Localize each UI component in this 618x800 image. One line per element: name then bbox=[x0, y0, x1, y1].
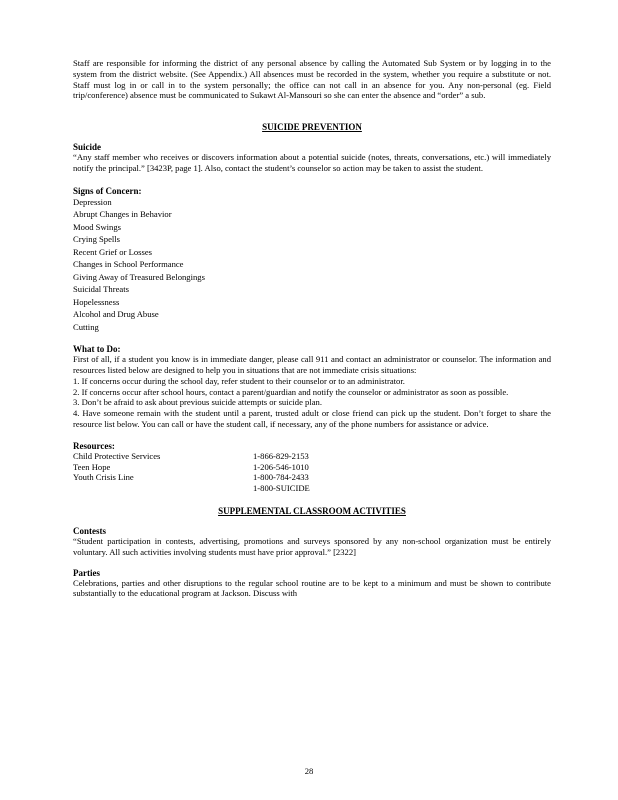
resource-row bbox=[73, 472, 551, 483]
subheading-contests: Contests bbox=[73, 526, 106, 537]
resource-name: Child Protective Services bbox=[73, 450, 161, 461]
list-item: Hopelessness bbox=[73, 296, 120, 307]
subheading-what-to-do: What to Do: bbox=[73, 344, 121, 355]
resource-phone: 1-866-829-2153 bbox=[253, 450, 309, 461]
subheading-resources: Resources: bbox=[73, 440, 115, 451]
list-item: Mood Swings bbox=[73, 221, 121, 232]
what-to-do-step: 1. If concerns occur during the school day, refer student to their counselor or to an administrator. bbox=[73, 375, 405, 386]
list-item: Abrupt Changes in Behavior bbox=[73, 209, 172, 220]
what-to-do-step: 4. Have someone remain with the student until a parent, trusted adult or close friend can pick up the student. Don’t forget to share the resource list below. You can call or have the student call, if necessary, any of the phone numbers for assistance or advice. bbox=[73, 408, 551, 430]
contests-paragraph: “Student participation in contests, advertising, promotions and surveys sponsored by any non-school organization must be entirely voluntary. All such activities involving students must have prior approval.” [2322] bbox=[73, 536, 551, 557]
signs-of-concern-list bbox=[73, 196, 551, 334]
resource-phone: 1-800-SUICIDE bbox=[253, 483, 310, 494]
what-to-do-step: 3. Don’t be afraid to ask about previous suicide attempts or suicide plan. bbox=[73, 397, 323, 408]
resources-table bbox=[73, 451, 551, 494]
resource-row bbox=[73, 483, 551, 494]
suicide-paragraph: “Any staff member who receives or discovers information about a potential suicide (notes, threats, conversations, etc.) will immediately notify the principal.” [3423P, page 1]. Also, contact the student’s counselor so action may be taken to assist the student. bbox=[73, 152, 551, 173]
resource-phone: 1-800-784-2433 bbox=[253, 472, 309, 483]
list-item: Changes in School Performance bbox=[73, 259, 184, 270]
list-item: Alcohol and Drug Abuse bbox=[73, 309, 159, 320]
resource-name bbox=[73, 483, 253, 494]
resource-phone: 1-206-546-1010 bbox=[253, 461, 309, 472]
resource-name: Teen Hope bbox=[73, 461, 111, 472]
subheading-suicide: Suicide bbox=[73, 142, 102, 153]
list-item: Cutting bbox=[73, 321, 99, 332]
section-heading-suicide-prevention: SUICIDE PREVENTION bbox=[262, 122, 362, 133]
document-page bbox=[73, 58, 551, 599]
parties-paragraph: Celebrations, parties and other disruptions to the regular school routine are to be kept to a minimum and must be shown to contribute substantially to the educational program at Jackson. Discuss with bbox=[73, 577, 551, 599]
intro-paragraph: Staff are responsible for informing the district of any personal absence by calling the Automated Sub System or by logging in to the system from the district website. (See Appendix.) All absences must be recorded in the system, whether you require a substitute or not. Staff must log in or call in to the system personally; the office can not call in an absence for you. Any non-personal (eg. Field trip/conference) absence must be communicated to Sukawt Al-Mansouri so she can enter the absence and “order” a sub. bbox=[73, 58, 551, 101]
list-item: Suicidal Threats bbox=[73, 284, 129, 295]
resource-row bbox=[73, 462, 551, 473]
what-to-do-step: 2. If concerns occur after school hours, contact a parent/guardian and notify the counselor or administrator as soon as possible. bbox=[73, 386, 509, 397]
subheading-parties: Parties bbox=[73, 567, 100, 578]
resource-row bbox=[73, 451, 551, 462]
list-item: Crying Spells bbox=[73, 234, 121, 245]
resource-name: Youth Crisis Line bbox=[73, 472, 134, 483]
page-number: 28 bbox=[304, 766, 314, 776]
subheading-signs-of-concern: Signs of Concern: bbox=[73, 185, 142, 196]
what-to-do-intro: First of all, if a student you know is in immediate danger, please call 911 and contact an administrator or counselor. The information and resources listed below are designed to help you in situations that are not immediate crisis situations: bbox=[73, 354, 551, 376]
section-heading-supplemental-activities: SUPPLEMENTAL CLASSROOM ACTIVITIES bbox=[218, 506, 406, 517]
list-item: Giving Away of Treasured Belongings bbox=[73, 271, 205, 282]
list-item: Depression bbox=[73, 196, 112, 207]
list-item: Recent Grief or Losses bbox=[73, 246, 152, 257]
